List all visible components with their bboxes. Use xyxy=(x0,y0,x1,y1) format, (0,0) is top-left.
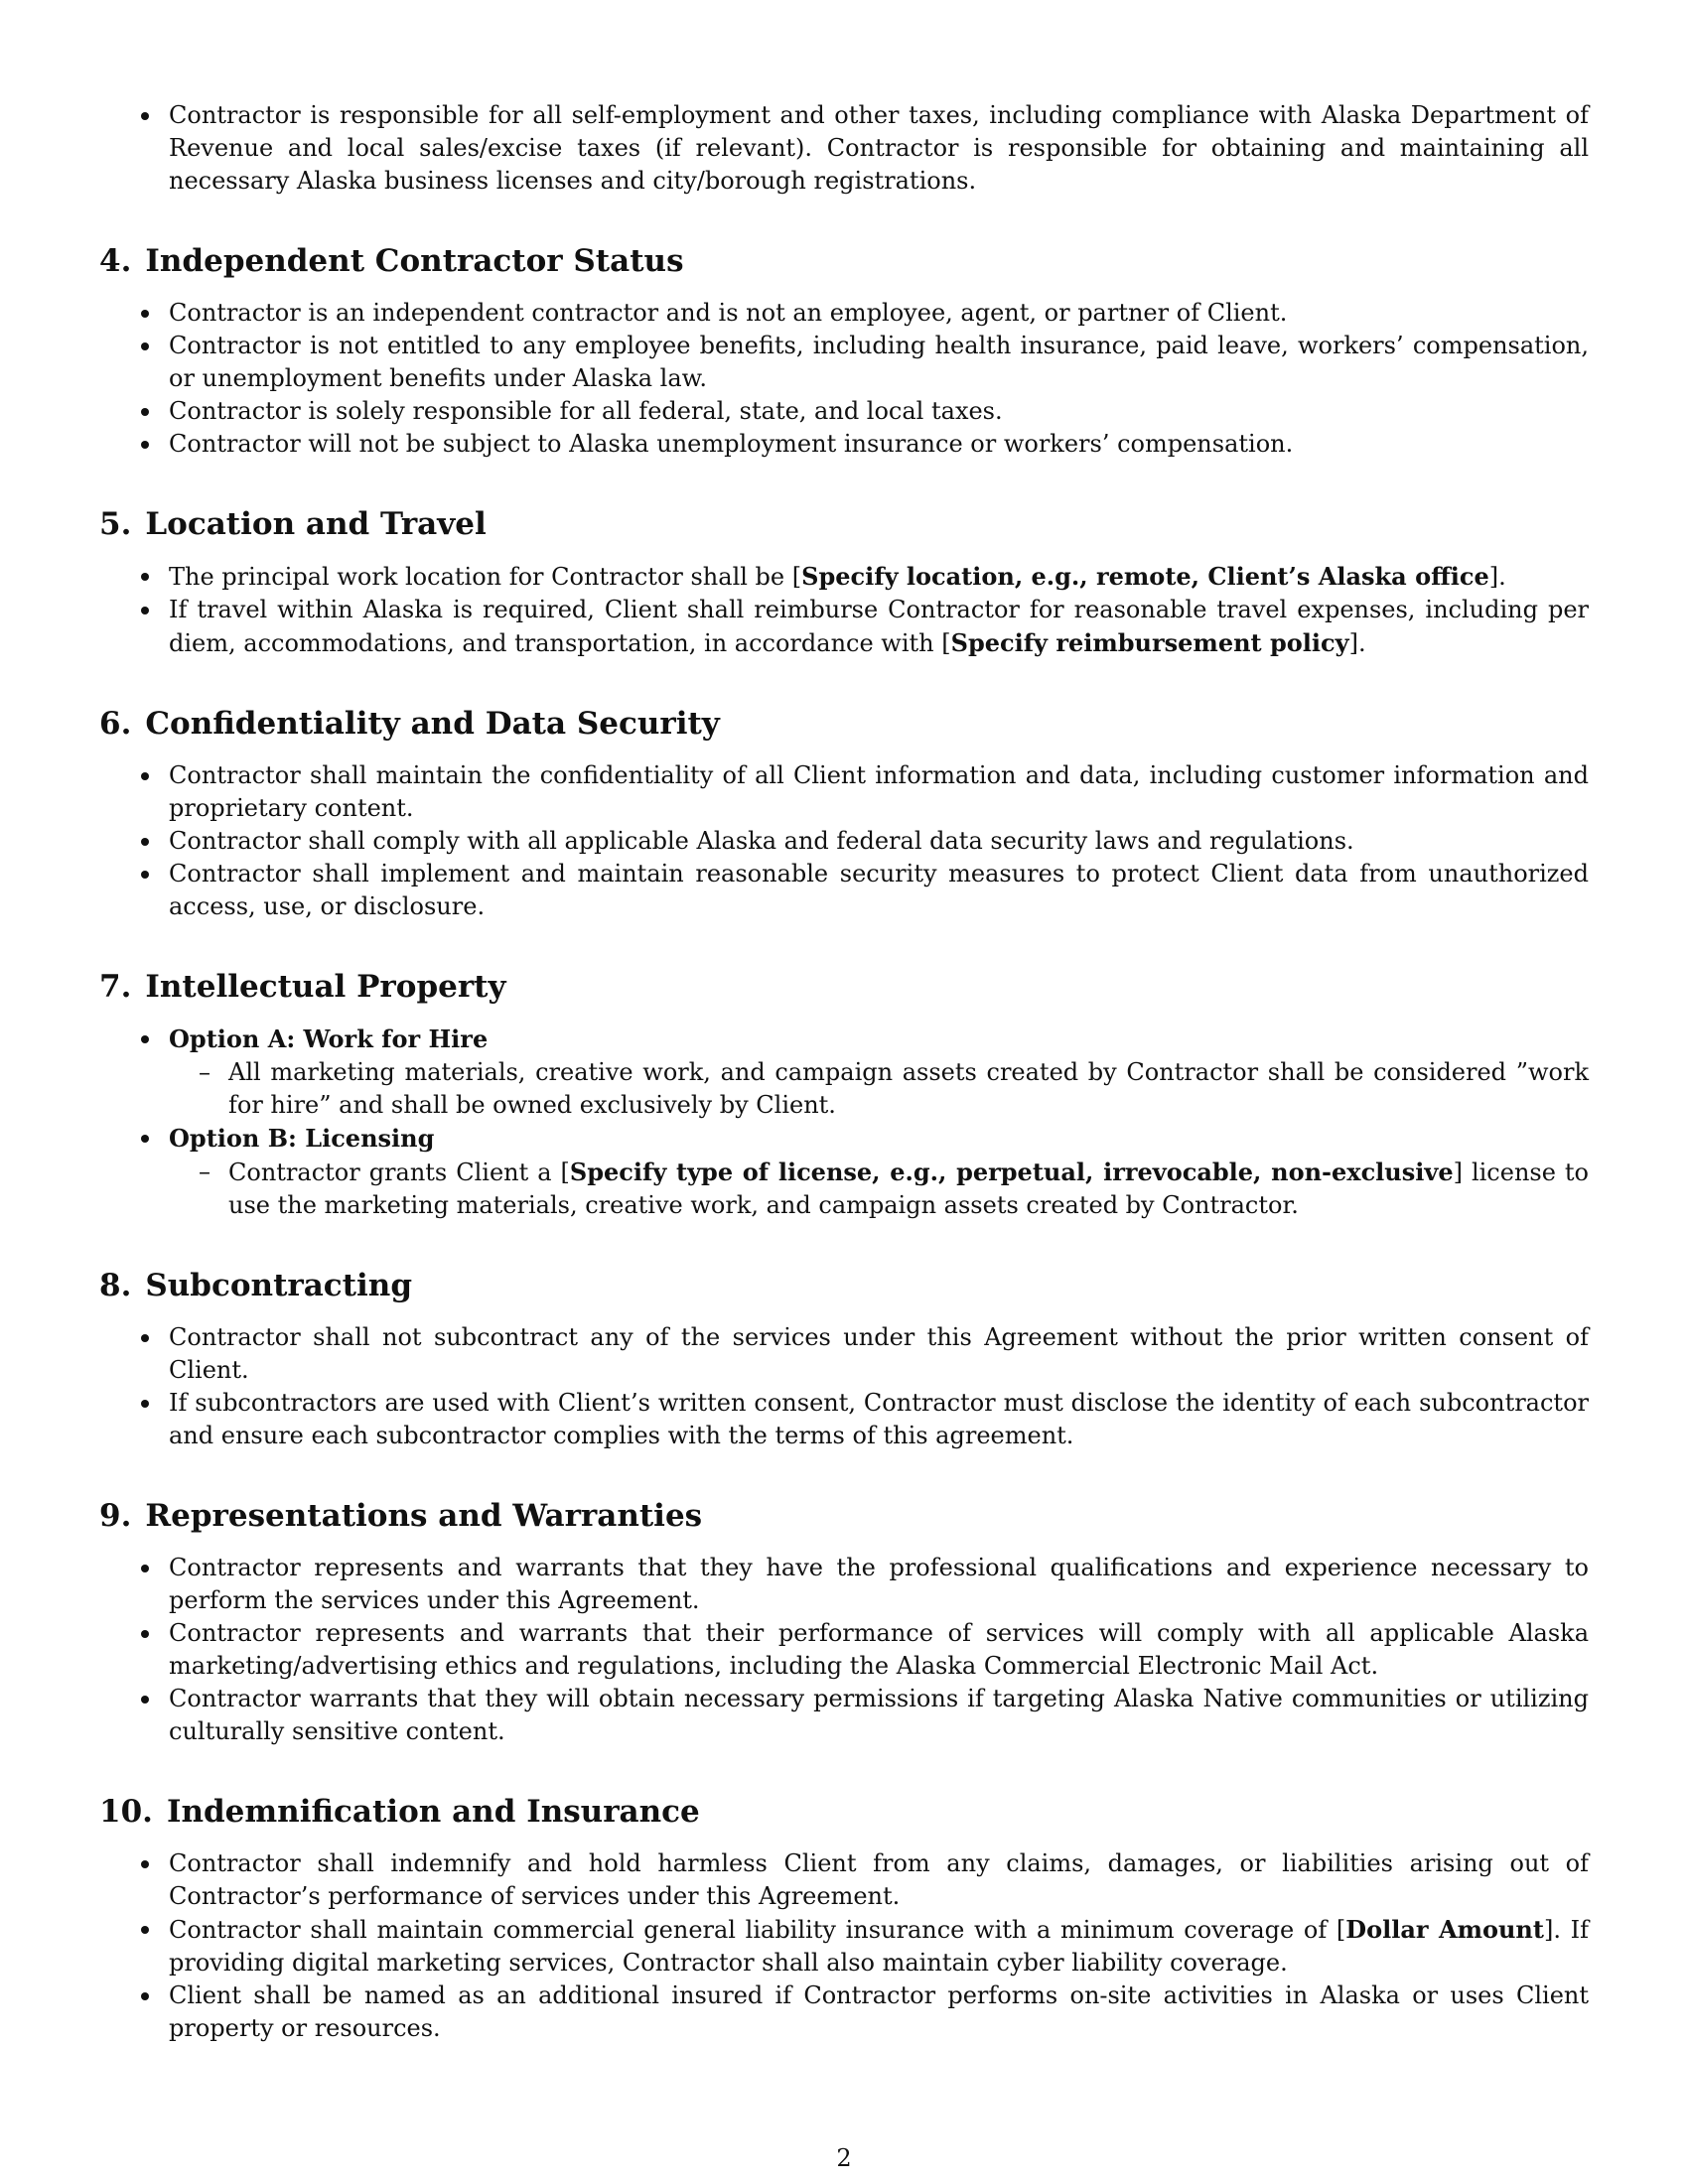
sub-list-item: – All marketing materials, creative work, and campaign assets created by Contractor shall be considered ”work for hire” and shall be owned exclusively by Client. xyxy=(169,1056,1589,1122)
list-item: Contractor is an independent contractor and is not an employee, agent, or partner of Client. xyxy=(99,297,1589,330)
list-item: Contractor shall maintain the confidentiality of all Client information and data, including customer information and proprietary content. xyxy=(99,759,1589,825)
document-page xyxy=(99,99,1589,2045)
section-10-heading: 10. Indemnification and Insurance xyxy=(99,1794,700,1830)
list-item: Contractor shall implement and maintain reasonable security measures to protect Client data from unauthorized access, use, or disclosure. xyxy=(99,858,1589,923)
section-6-list xyxy=(99,759,1589,923)
list-item: Contractor will not be subject to Alaska unemployment insurance or workers’ compensation. xyxy=(99,428,1589,461)
section-6-heading: 6. Confidentiality and Data Security xyxy=(99,706,720,742)
list-item: Contractor is not entitled to any employee benefits, including health insurance, paid leave, workers’ compensation, or unemployment benefits under Alaska law. xyxy=(99,330,1589,395)
option-b-sublist xyxy=(169,1156,1589,1222)
list-item: Contractor shall maintain commercial general liability insurance with a minimum coverage of [Dollar Amount]. If providing digital marketing services, Contractor shall also maintain cyber liability coverage. xyxy=(99,1913,1589,1979)
list-item: If travel within Alaska is required, Client shall reimburse Contractor for reasonable travel expenses, including per diem, accommodations, and transportation, in accordance with [Specify reimbursement policy]. xyxy=(99,594,1589,660)
list-item: Contractor shall indemnify and hold harmless Client from any claims, damages, or liabilities arising out of Contractor’s performance of services under this Agreement. xyxy=(99,1847,1589,1913)
list-item: Contractor is solely responsible for all federal, state, and local taxes. xyxy=(99,395,1589,428)
section-7-list xyxy=(99,1023,1589,1222)
list-item: Contractor warrants that they will obtain necessary permissions if targeting Alaska Native communities or utilizing culturally sensitive content. xyxy=(99,1683,1589,1748)
sub-list-item: – Contractor grants Client a [Specify type of license, e.g., perpetual, irrevocable, non-exclusive] license to use the marketing materials, creative work, and campaign assets created by Contractor. xyxy=(169,1156,1589,1222)
section-5-heading: 5. Location and Travel xyxy=(99,506,487,542)
list-item: Contractor represents and warrants that their performance of services will comply with all applicable Alaska marketing/advertising ethics and regulations, including the Alaska Commercial Electronic Mail Act. xyxy=(99,1617,1589,1683)
list-item: Contractor represents and warrants that they have the professional qualifications and experience necessary to perform the services under this Agreement. xyxy=(99,1552,1589,1617)
list-item: Client shall be named as an additional insured if Contractor performs on-site activities in Alaska or uses Client property or resources. xyxy=(99,1979,1589,2045)
list-item: If subcontractors are used with Client’s written consent, Contractor must disclose the identity of each subcontractor and ensure each subcontractor complies with the terms of this agreement. xyxy=(99,1387,1589,1452)
section-7-heading: 7. Intellectual Property xyxy=(99,969,506,1005)
list-item: Contractor shall comply with all applicable Alaska and federal data security laws and regulations. xyxy=(99,825,1589,858)
list-item: Option B: Licensing – Contractor grants Client a [Specify type of license, e.g., perpetual, irrevocable, non-exclusive] license to use the marketing materials, creative work, and campaign assets created by Contractor. xyxy=(99,1122,1589,1222)
section-4-list xyxy=(99,297,1589,461)
list-item: Contractor is responsible for all self-employment and other taxes, including compliance with Alaska Department of Revenue and local sales/excise taxes (if relevant). Contractor is responsible for obtaining and maintaining all necessary Alaska business licenses and city/borough registrations. xyxy=(99,99,1589,198)
option-a-sublist xyxy=(169,1056,1589,1122)
list-item: Contractor shall not subcontract any of the services under this Agreement without the prior written consent of Client. xyxy=(99,1321,1589,1387)
list-item: The principal work location for Contractor shall be [Specify location, e.g., remote, Client’s Alaska office]. xyxy=(99,560,1589,594)
tax-bullets xyxy=(99,99,1589,198)
section-10-list xyxy=(99,1847,1589,2045)
section-5-list xyxy=(99,560,1589,660)
section-9-list xyxy=(99,1552,1589,1748)
section-8-heading: 8. Subcontracting xyxy=(99,1268,412,1303)
list-item: Option A: Work for Hire – All marketing materials, creative work, and campaign assets created by Contractor shall be considered ”work for hire” and shall be owned exclusively by Client. xyxy=(99,1023,1589,1122)
page-number: 2 xyxy=(836,2144,852,2172)
section-9-heading: 9. Representations and Warranties xyxy=(99,1498,703,1534)
section-4-heading: 4. Independent Contractor Status xyxy=(99,243,684,279)
section-8-list xyxy=(99,1321,1589,1452)
